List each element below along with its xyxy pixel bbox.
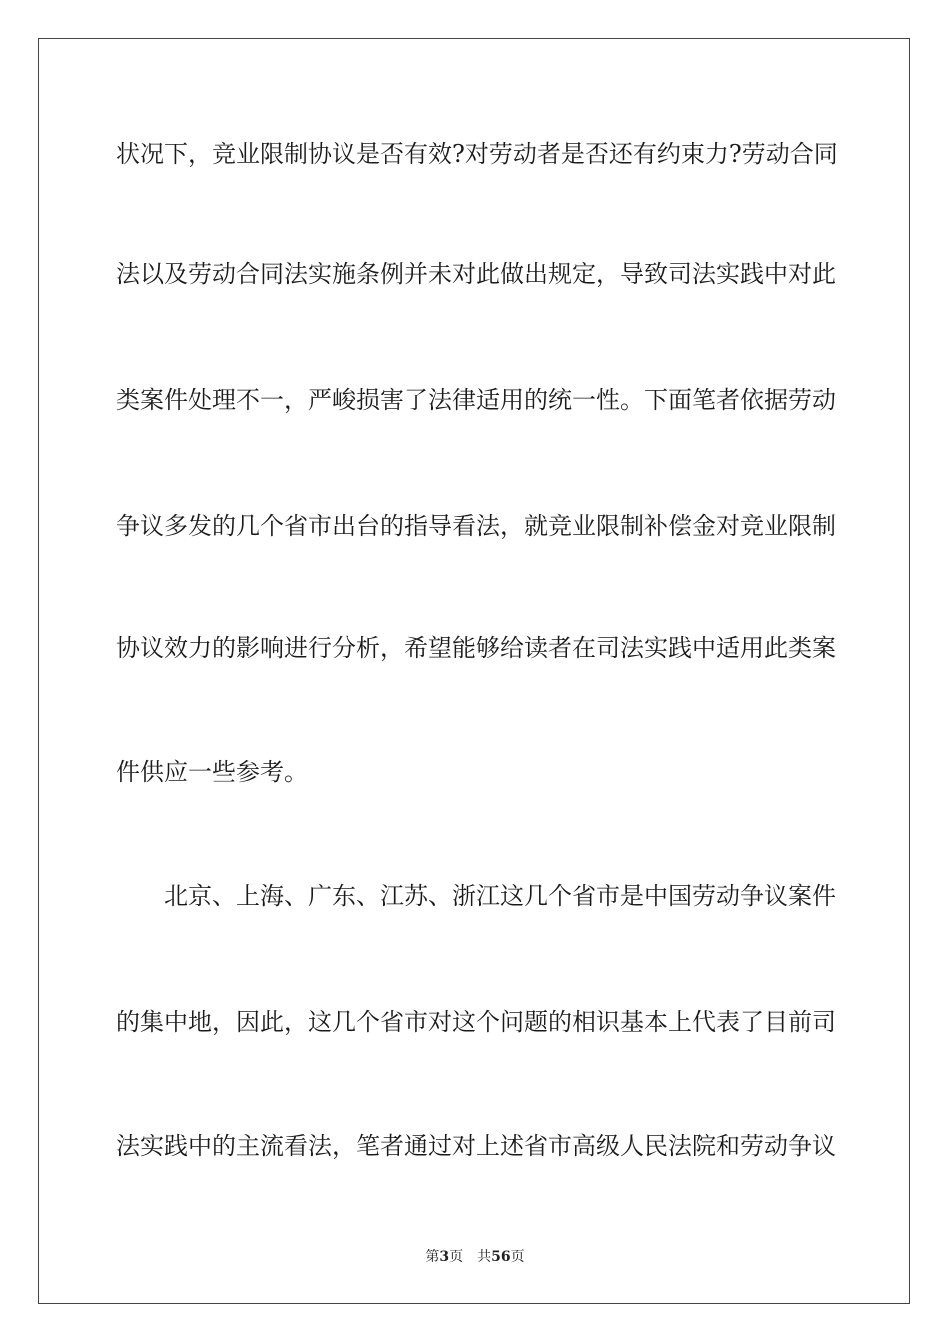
page-border: [38, 38, 910, 1304]
paragraph-line: 件供应一些参考。: [116, 758, 308, 786]
paragraph-line: 法实践中的主流看法，笔者通过对上述省市高级人民法院和劳动争议: [116, 1132, 836, 1160]
paragraph-line: 争议多发的几个省市出台的指导看法，就竞业限制补偿金对竞业限制: [116, 512, 836, 540]
paragraph-line: 类案件处理不一，严峻损害了法律适用的统一性。下面笔者依据劳动: [116, 386, 836, 414]
page-prefix: 第: [425, 1249, 440, 1265]
paragraph-line: 法以及劳动合同法实施条例并未对此做出规定，导致司法实践中对此: [116, 260, 836, 288]
paragraph-line: 状况下，竞业限制协议是否有效?对劳动者是否还有约束力?劳动合同: [116, 140, 838, 168]
total-pages: 56: [491, 1249, 511, 1265]
page-footer: [0, 1248, 950, 1266]
page-suffix: 页: [449, 1249, 464, 1265]
page-number: 3: [439, 1249, 450, 1265]
paragraph-line: 协议效力的影响进行分析，希望能够给读者在司法实践中适用此类案: [116, 634, 836, 662]
paragraph-line: 的集中地，因此，这几个省市对这个问题的相识基本上代表了目前司: [116, 1008, 836, 1036]
paragraph-line: 北京、上海、广东、江苏、浙江这几个省市是中国劳动争议案件: [164, 882, 836, 910]
total-prefix: 共: [477, 1249, 492, 1265]
total-suffix: 页: [510, 1249, 525, 1265]
